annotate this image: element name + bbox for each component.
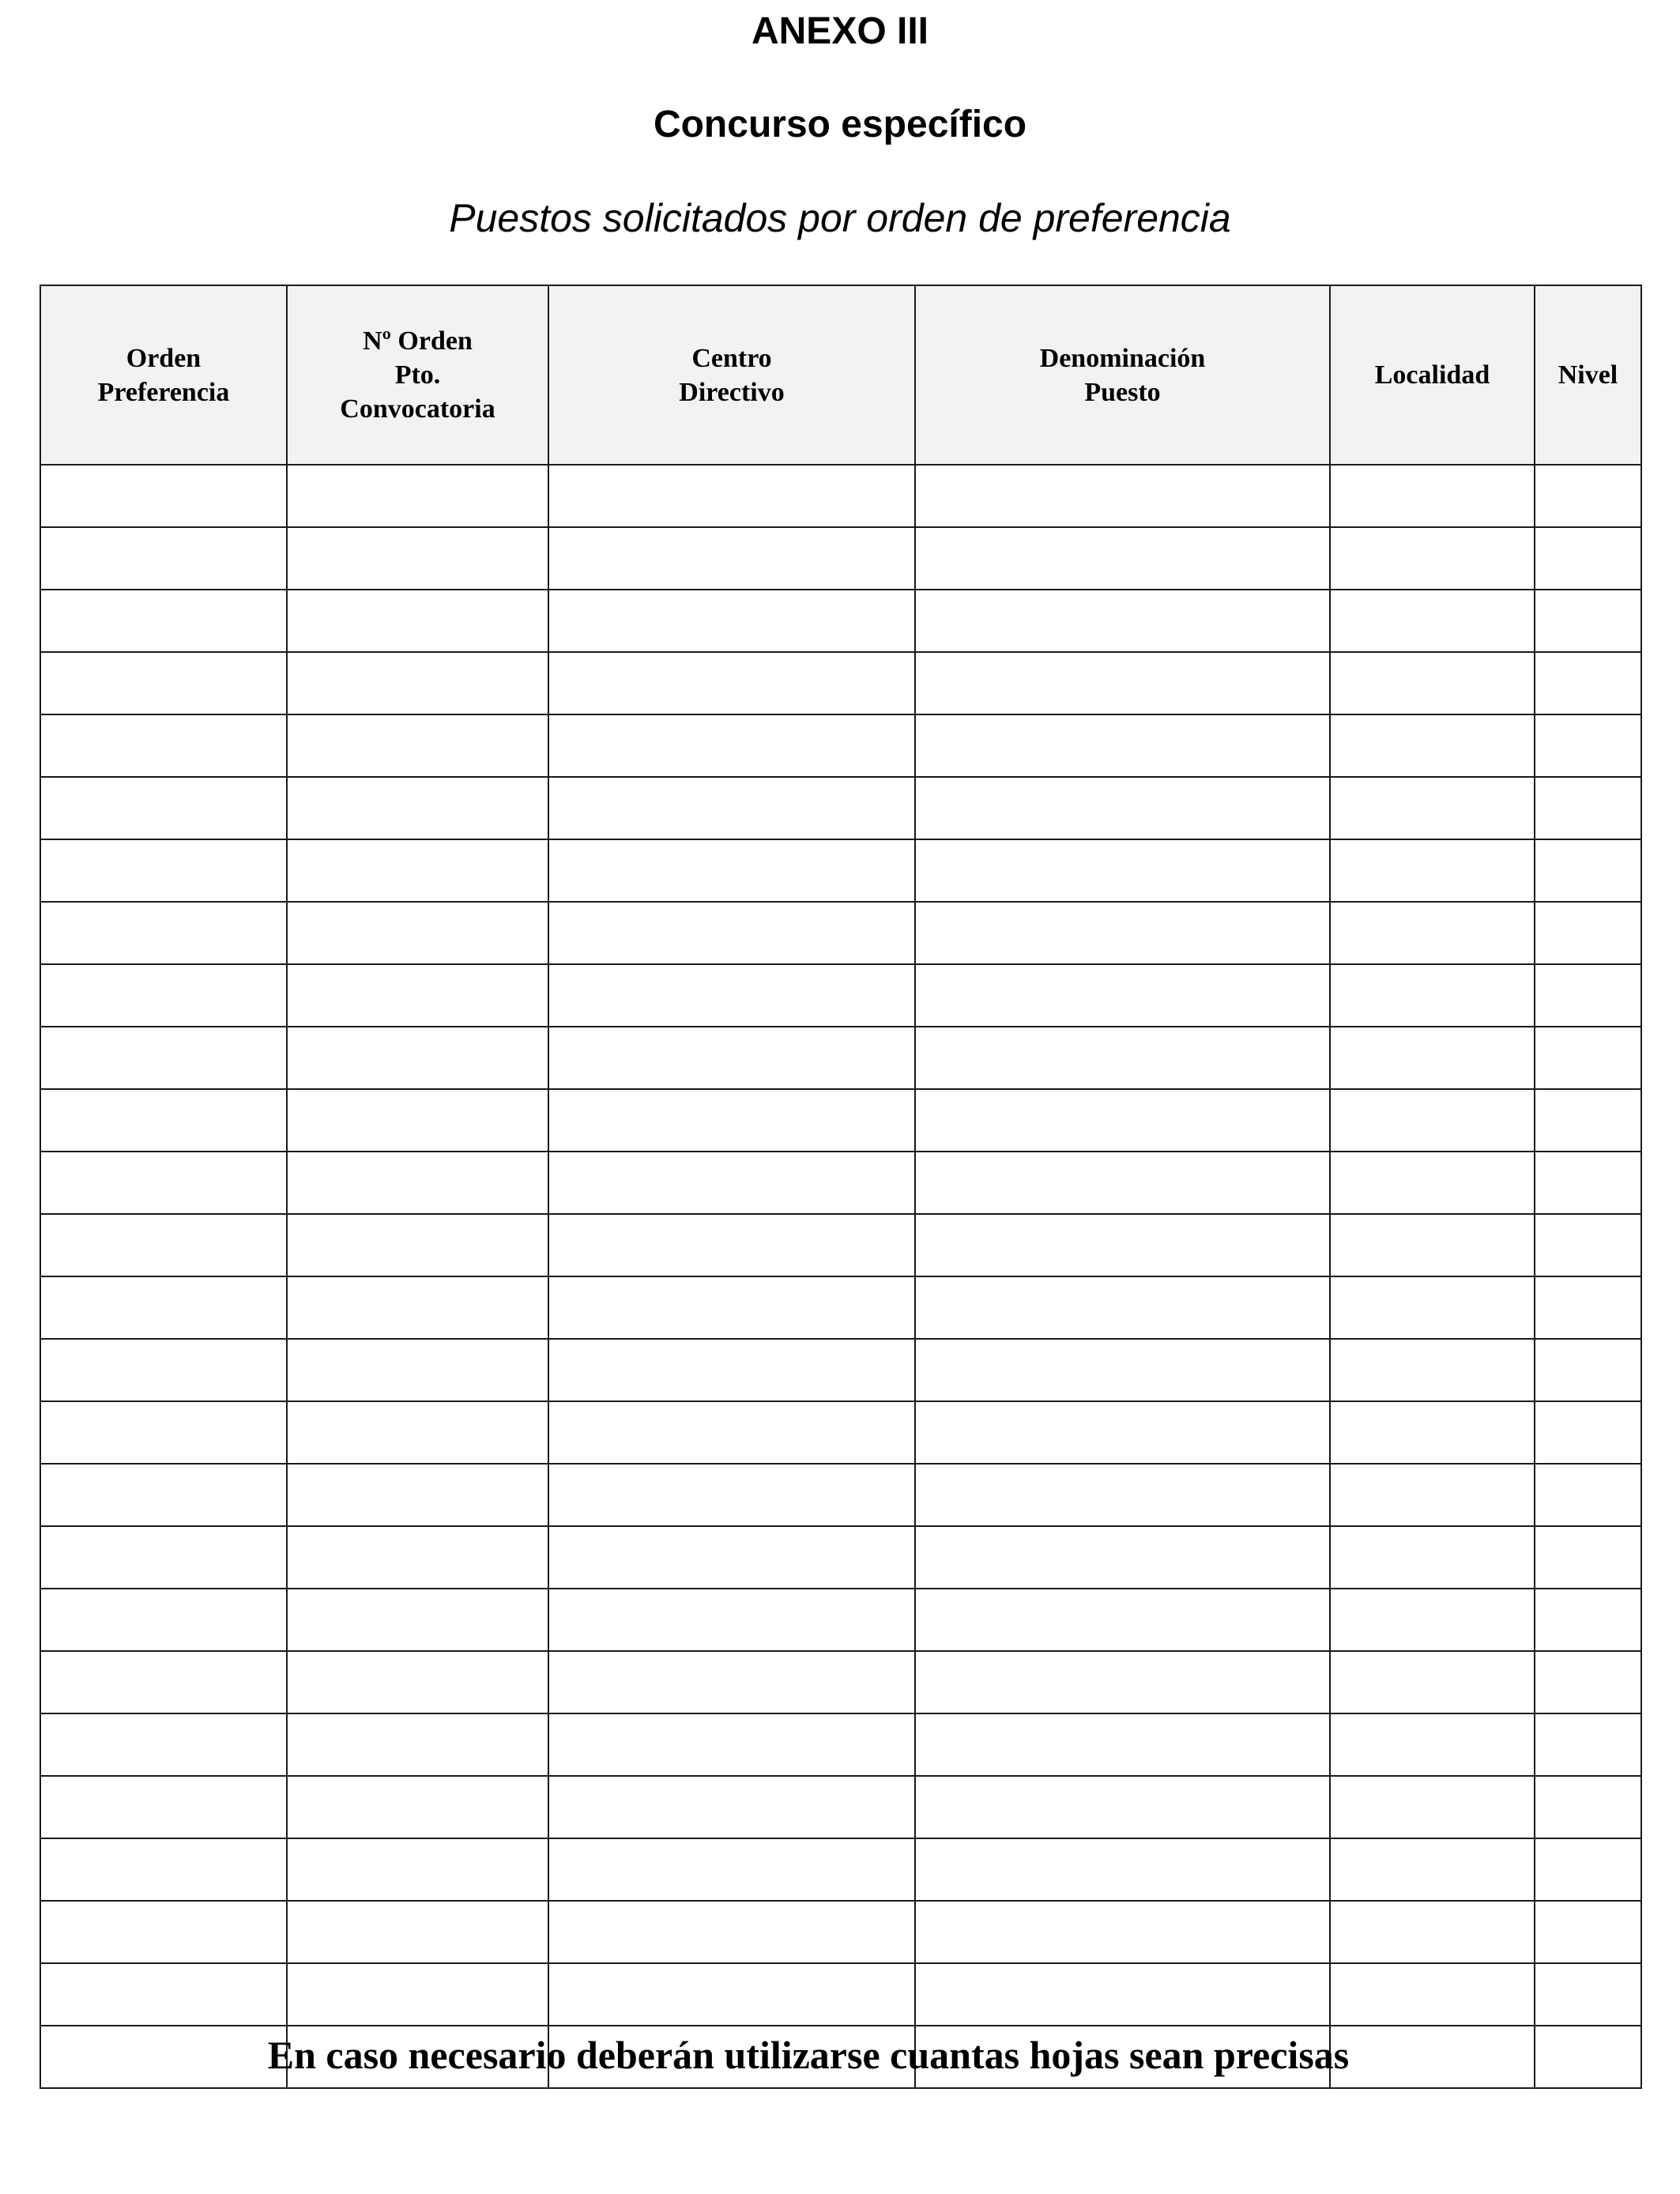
table-row [40,1963,1641,2026]
table-cell[interactable] [287,1526,548,1589]
table-cell[interactable] [548,1214,915,1276]
table-cell[interactable] [287,1152,548,1214]
header-line: Nivel [1558,360,1618,390]
table-cell[interactable] [40,1276,287,1339]
table-row [40,1589,1641,1651]
table-cell[interactable] [1330,527,1535,590]
document-subtitle: Puestos solicitados por orden de preferencia [449,196,1231,240]
table-cell[interactable] [40,1526,287,1589]
table-cell[interactable] [1535,964,1641,1027]
table-cell[interactable] [548,1651,915,1713]
table-cell[interactable] [287,902,548,964]
table-cell[interactable] [548,1838,915,1901]
table-cell[interactable] [287,1776,548,1838]
table-cell[interactable] [548,465,915,527]
table-cell[interactable] [287,1963,548,2026]
column-header-centro-directivo [548,285,915,465]
table-cell[interactable] [40,1089,287,1152]
table-cell[interactable] [40,590,287,652]
header-line: Pto. [394,360,441,390]
table-cell[interactable] [915,590,1330,652]
table-cell[interactable] [548,1464,915,1526]
table-cell[interactable] [548,1589,915,1651]
table-cell[interactable] [548,777,915,839]
table-cell[interactable] [287,1901,548,1963]
annex-heading: ANEXO III [751,10,929,52]
table-cell[interactable] [40,964,287,1027]
table-cell[interactable] [1330,1464,1535,1526]
table-cell[interactable] [1535,465,1641,527]
table-cell[interactable] [287,465,548,527]
table-cell[interactable] [287,1838,548,1901]
header-line: Nº Orden [363,326,473,356]
column-header-localidad [1330,285,1535,465]
table-cell[interactable] [548,1152,915,1214]
table-cell[interactable] [287,1276,548,1339]
table-cell[interactable] [287,1401,548,1464]
table-cell[interactable] [1535,1276,1641,1339]
table-cell[interactable] [915,1901,1330,1963]
table-row [40,1214,1641,1276]
table-cell[interactable] [287,714,548,777]
table-row [40,1027,1641,1089]
table-row [40,652,1641,714]
table-cell[interactable] [40,839,287,902]
table-cell[interactable] [1535,1214,1641,1276]
table-row [40,1089,1641,1152]
table-cell[interactable] [915,777,1330,839]
document-title: Concurso específico [653,104,1027,145]
table-cell[interactable] [40,1464,287,1526]
table-cell[interactable] [1330,1276,1535,1339]
table-cell[interactable] [287,1027,548,1089]
table-cell[interactable] [1330,590,1535,652]
table-row [40,590,1641,652]
table-cell[interactable] [915,1401,1330,1464]
table-cell[interactable] [915,1526,1330,1589]
table-cell[interactable] [548,1526,915,1589]
table-cell[interactable] [1330,1901,1535,1963]
table-cell[interactable] [40,1651,287,1713]
table-row [40,777,1641,839]
table-cell[interactable] [1330,1401,1535,1464]
table-cell[interactable] [40,1401,287,1464]
table-row [40,1339,1641,1401]
table-cell[interactable] [548,964,915,1027]
table-cell[interactable] [915,902,1330,964]
table-row [40,1901,1641,1963]
table-cell[interactable] [1330,714,1535,777]
table-cell[interactable] [548,1776,915,1838]
table-cell[interactable] [1535,527,1641,590]
table-cell[interactable] [548,714,915,777]
table-cell[interactable] [915,1152,1330,1214]
table-cell[interactable] [1535,1464,1641,1526]
table-cell[interactable] [287,652,548,714]
table-cell[interactable] [915,839,1330,902]
table-cell[interactable] [287,964,548,1027]
table-cell[interactable] [40,1339,287,1401]
header-line: Localidad [1374,360,1490,390]
table-cell[interactable] [40,1713,287,1776]
table-cell[interactable] [915,1089,1330,1152]
table-cell[interactable] [287,527,548,590]
table-row [40,902,1641,964]
table-cell[interactable] [915,1214,1330,1276]
table-cell[interactable] [1330,465,1535,527]
header-line: Puesto [1084,377,1161,407]
table-cell[interactable] [1330,1963,1535,2026]
table-cell[interactable] [548,652,915,714]
table-cell[interactable] [915,527,1330,590]
table-cell[interactable] [40,1838,287,1901]
table-cell[interactable] [40,652,287,714]
table-cell[interactable] [548,839,915,902]
table-cell[interactable] [1535,1901,1641,1963]
table-row [40,527,1641,590]
table-cell[interactable] [915,1776,1330,1838]
table-cell[interactable] [1330,1152,1535,1214]
table-cell[interactable] [548,1713,915,1776]
table-row [40,1651,1641,1713]
table-cell[interactable] [1330,1713,1535,1776]
header-line: Directivo [679,377,785,407]
table-cell[interactable] [40,465,287,527]
table-cell[interactable] [1535,1027,1641,1089]
table-cell[interactable] [40,1963,287,2026]
table-cell[interactable] [548,1089,915,1152]
table-cell[interactable] [915,465,1330,527]
table-cell[interactable] [40,527,287,590]
table-row [40,1401,1641,1464]
table-cell[interactable] [287,1339,548,1401]
table-cell[interactable] [548,527,915,590]
table-cell[interactable] [40,1776,287,1838]
table-cell[interactable] [1330,1027,1535,1089]
table-cell[interactable] [1535,1589,1641,1651]
table-cell[interactable] [915,1276,1330,1339]
table-cell[interactable] [548,1339,915,1401]
table-cell[interactable] [40,902,287,964]
table-cell[interactable] [1535,1838,1641,1901]
preferences-table [40,285,1642,2089]
table-cell[interactable] [548,1963,915,2026]
table-cell[interactable] [1330,1339,1535,1401]
table-cell[interactable] [287,777,548,839]
table-row [40,1838,1641,1901]
table-cell[interactable] [1535,1401,1641,1464]
table-cell[interactable] [1535,1089,1641,1152]
table-row [40,964,1641,1027]
table-cell[interactable] [1535,1776,1641,1838]
table-cell[interactable] [915,1339,1330,1401]
header-row [40,285,1641,465]
footer-note: En caso necesario deberán utilizarse cuantas hojas sean precisas [267,2033,1350,2077]
table-row [40,1526,1641,1589]
table-cell[interactable] [915,652,1330,714]
table-cell[interactable] [915,1838,1330,1901]
table-cell[interactable] [287,1464,548,1526]
table-cell[interactable] [287,1214,548,1276]
table-row [40,714,1641,777]
table-cell[interactable] [287,590,548,652]
table-cell[interactable] [1330,1589,1535,1651]
table-cell[interactable] [915,1464,1330,1526]
column-header-nivel [1535,285,1641,465]
table-cell[interactable] [1330,1526,1535,1589]
table-cell[interactable] [1330,964,1535,1027]
table-cell[interactable] [1330,777,1535,839]
table-cell[interactable] [548,1276,915,1339]
table-cell[interactable] [915,1713,1330,1776]
table-cell[interactable] [287,1589,548,1651]
table-cell[interactable] [1535,777,1641,839]
table-row [40,1464,1641,1526]
header-line: Orden [126,343,202,373]
table-cell[interactable] [1535,1963,1641,2026]
table-cell[interactable] [1535,1339,1641,1401]
table-cell[interactable] [1535,1526,1641,1589]
table-cell[interactable] [40,777,287,839]
table-cell[interactable] [287,1713,548,1776]
table-cell[interactable] [1535,1713,1641,1776]
table-cell[interactable] [1535,1152,1641,1214]
table-row [40,1276,1641,1339]
column-header-numero-orden [287,285,548,465]
column-header-denominacion-puesto [915,285,1330,465]
table-cell[interactable] [1535,839,1641,902]
table-cell[interactable] [915,1027,1330,1089]
table-cell[interactable] [1535,902,1641,964]
table-cell[interactable] [1330,839,1535,902]
table-cell[interactable] [287,1089,548,1152]
table-body [40,465,1641,2088]
table-cell[interactable] [287,839,548,902]
table-cell[interactable] [1330,1776,1535,1838]
table-cell[interactable] [40,1214,287,1276]
table-cell[interactable] [1330,652,1535,714]
table-cell[interactable] [1535,714,1641,777]
table-row [40,839,1641,902]
table-cell[interactable] [1330,1838,1535,1901]
table-cell[interactable] [287,1651,548,1713]
table-header [40,285,1641,465]
table-cell[interactable] [40,1027,287,1089]
table-cell[interactable] [40,1589,287,1651]
table-row [40,1152,1641,1214]
table-cell[interactable] [1330,1651,1535,1713]
table-cell[interactable] [40,714,287,777]
table-row [40,1776,1641,1838]
table-cell[interactable] [1535,1651,1641,1713]
table-cell[interactable] [548,590,915,652]
table-cell[interactable] [915,1589,1330,1651]
table-cell[interactable] [1330,902,1535,964]
table-cell[interactable] [1535,590,1641,652]
table-cell[interactable] [915,1963,1330,2026]
table-cell[interactable] [548,902,915,964]
table-cell[interactable] [1330,1089,1535,1152]
table-cell[interactable] [548,1401,915,1464]
table-cell[interactable] [40,1901,287,1963]
column-header-orden-preferencia [40,285,287,465]
table-row [40,1713,1641,1776]
table-cell[interactable] [915,714,1330,777]
table-cell[interactable] [1535,652,1641,714]
table-cell[interactable] [40,1152,287,1214]
table-row [40,465,1641,527]
table-cell[interactable] [1330,1214,1535,1276]
table-cell[interactable] [548,1027,915,1089]
table-cell[interactable] [915,964,1330,1027]
table-cell[interactable] [548,1901,915,1963]
header-line: Denominación [1039,343,1206,373]
header-line: Convocatoria [340,394,495,424]
header-line: Centro [691,343,772,373]
header-line: Preferencia [97,377,230,407]
table-cell[interactable] [915,1651,1330,1713]
